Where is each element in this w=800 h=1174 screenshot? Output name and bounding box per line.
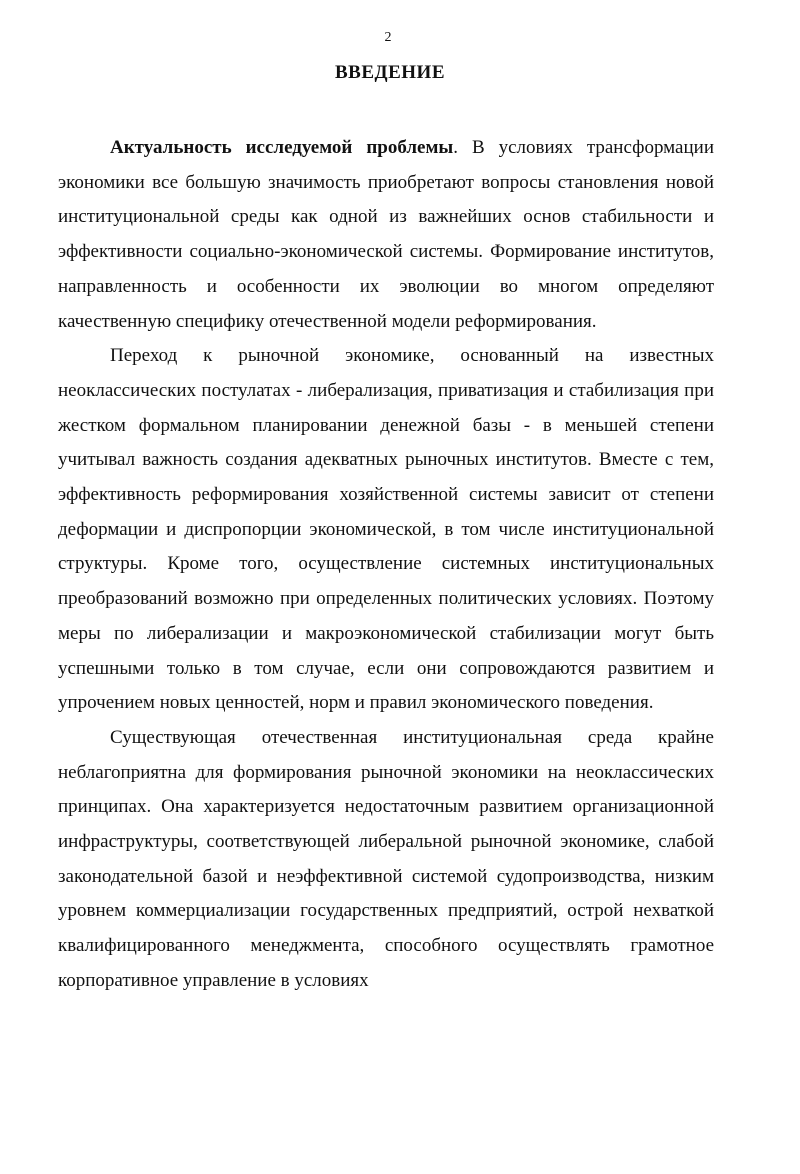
paragraph-2: Переход к рыночной экономике, основанный на известных неоклассических постулатах - либерализация, приватизация и стабилизация при жестком формальном планировании денежной базы - в меньшей степени учитывал важность создания адекватных рыночных институтов. Вместе с тем, эффективность реформирования хозяйственной системы зависит от степени деформации и диспропорции экономической, в том числе институциональной структуры. Кроме того, осуществление системных институциональных преобразований возможно при определенных политических условиях. Поэтому меры по либерализации и макроэкономической стабилизации могут быть успешными только в том случае, если они сопровождаются развитием и упрочением новых ценностей, норм и правил экономического поведения.	[58, 345, 714, 714]
paragraph-lead: Актуальность исследуемой проблемы	[110, 137, 454, 158]
document-body	[58, 131, 714, 999]
section-title: ВВЕДЕНИЕ	[335, 62, 445, 83]
page-number: 2	[384, 30, 392, 45]
paragraph-text: . В условиях трансформации экономики все большую значимость приобретают вопросы становления новой институциональной среды как одной из важнейших основ стабильности и эффективности социально-экономической системы. Формирование институтов, направленность и особенности их эволюции во многом определяют качественную специфику отечественной модели реформирования.	[58, 137, 714, 332]
paragraph-1	[58, 131, 714, 339]
paragraph-3: Существующая отечественная институциональная среда крайне неблагоприятна для формирования рыночной экономики на неоклассических принципах. Она характеризуется недостаточным развитием организационной инфраструктуры, соответствующей либеральной рыночной экономике, слабой законодательной базой и неэффективной системой судопроизводства, низким уровнем коммерциализации государственных предприятий, острой нехваткой квалифицированного менеджмента, способного осуществлять грамотное корпоративное управление в условиях	[58, 726, 714, 991]
